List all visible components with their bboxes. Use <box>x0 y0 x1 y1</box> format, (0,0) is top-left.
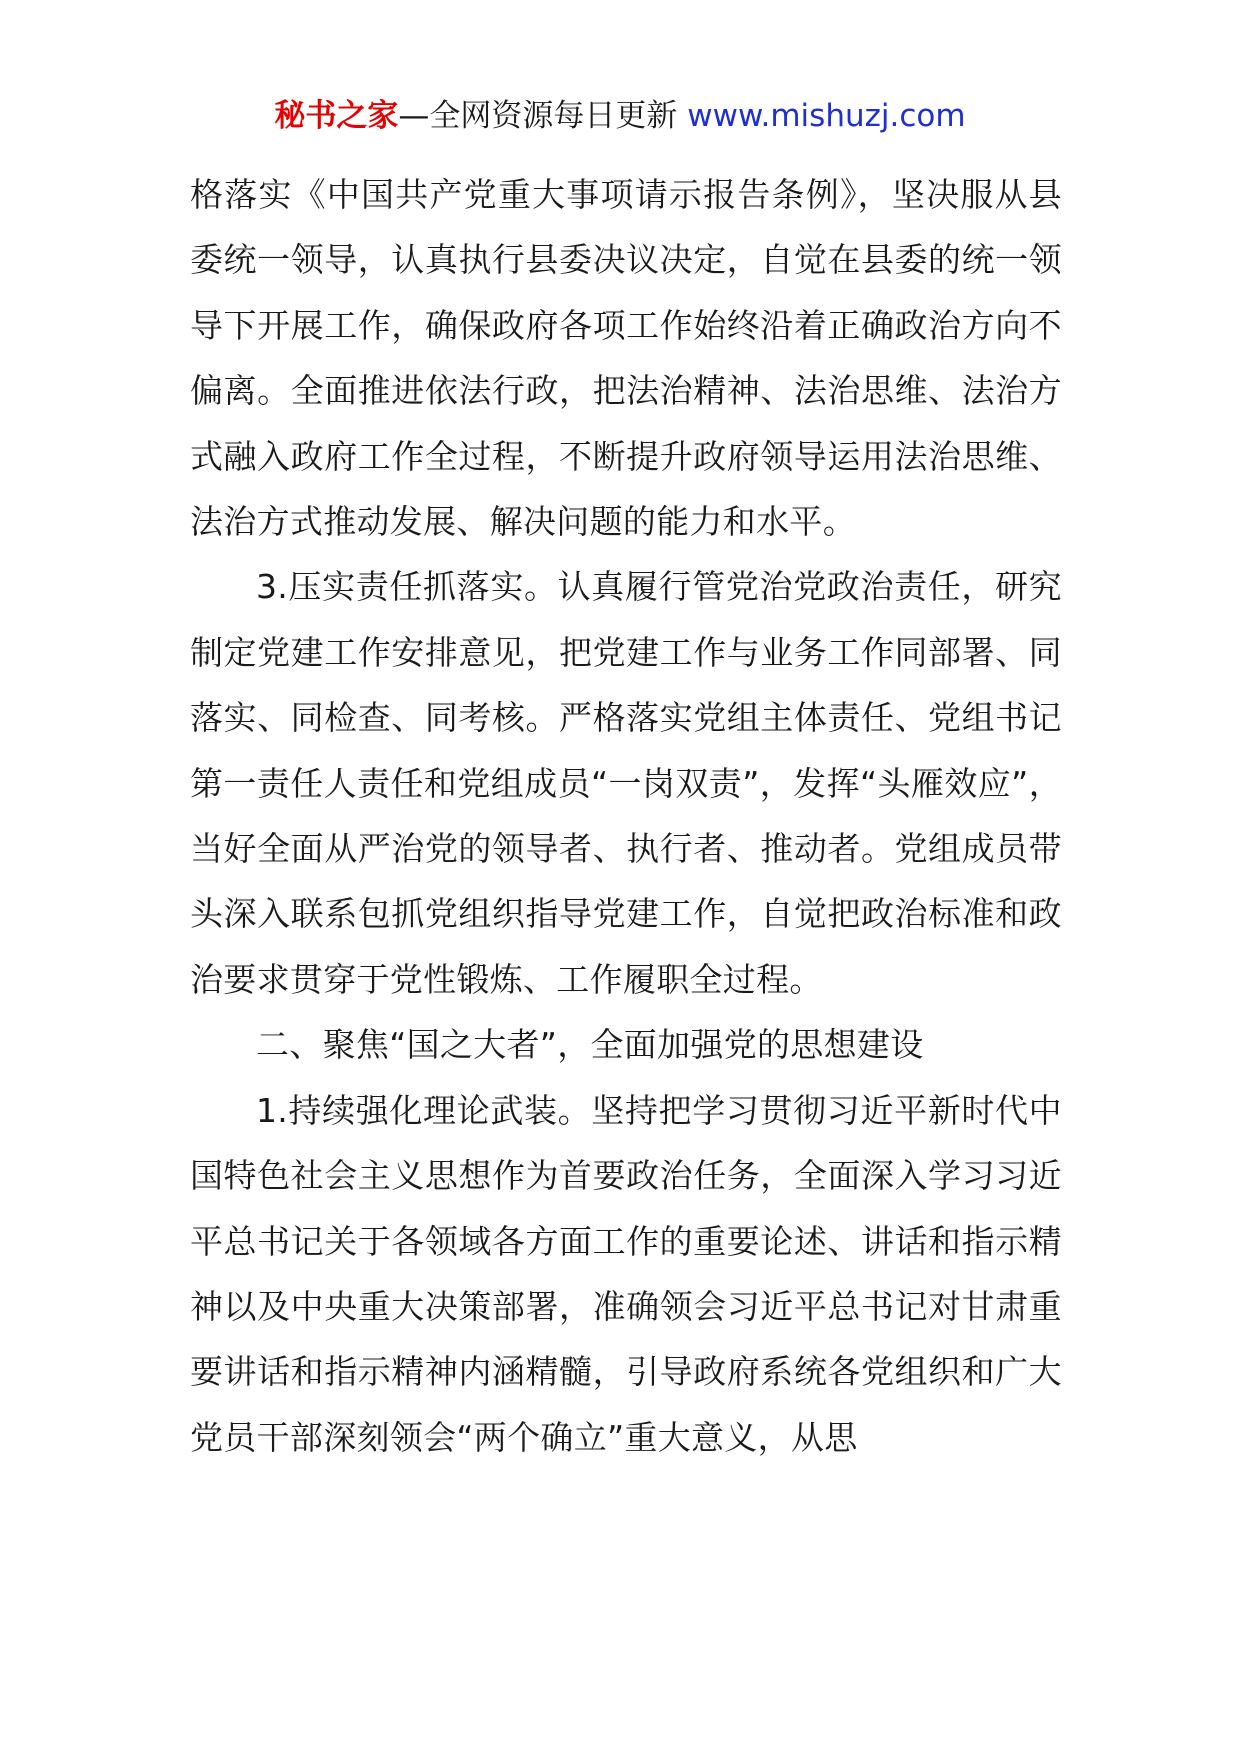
paragraph-continued: 格落实《中国共产党重大事项请示报告条例》，坚决服从县委统一领导，认真执行县委决议决定，自觉在县委的统一领导下开展工作，确保政府各项工作始终沿着正确政治方向不偏离。全面推进依法行政，把法治精神、法治思维、法治方式融入政府工作全过程，不断提升政府领导运用法治思维、法治方式推动发展、解决问题的能力和水平。 <box>190 175 1062 542</box>
site-header <box>0 96 1240 136</box>
site-tagline: —全网资源每日更新 <box>398 98 678 134</box>
site-url-link[interactable]: www.mishuzj.com <box>687 98 966 134</box>
paragraph-responsibility: 3.压实责任抓落实。认真履行管党治党政治责任，研究制定党建工作安排意见，把党建工作与业务工作同部署、同落实、同检查、同考核。严格落实党组主体责任、党组书记第一责任人责任和党组成员“一岗双责”，发挥“头雁效应”，当好全面从严治党的领导者、执行者、推动者。党组成员带头深入联系包抓党组织指导党建工作，自觉把政治标准和政治要求贯穿于党性锻炼、工作履职全过程。 <box>190 567 1062 999</box>
paragraph-theory: 1.持续强化理论武装。坚持把学习贯彻习近平新时代中国特色社会主义思想作为首要政治任务，全面深入学习习近平总书记关于各领域各方面工作的重要论述、讲话和指示精神以及中央重大决策部署，准确领会习近平总书记对甘肃重要讲话和指示精神内涵精髓，引导政府系统各党组织和广大党员干部深刻领会“两个确立”重大意义，从思 <box>190 1090 1062 1457</box>
site-brand: 秘书之家 <box>274 98 399 134</box>
document-body <box>190 162 1062 1470</box>
section-heading: 二、聚焦“国之大者”，全面加强党的思想建设 <box>256 1025 924 1065</box>
